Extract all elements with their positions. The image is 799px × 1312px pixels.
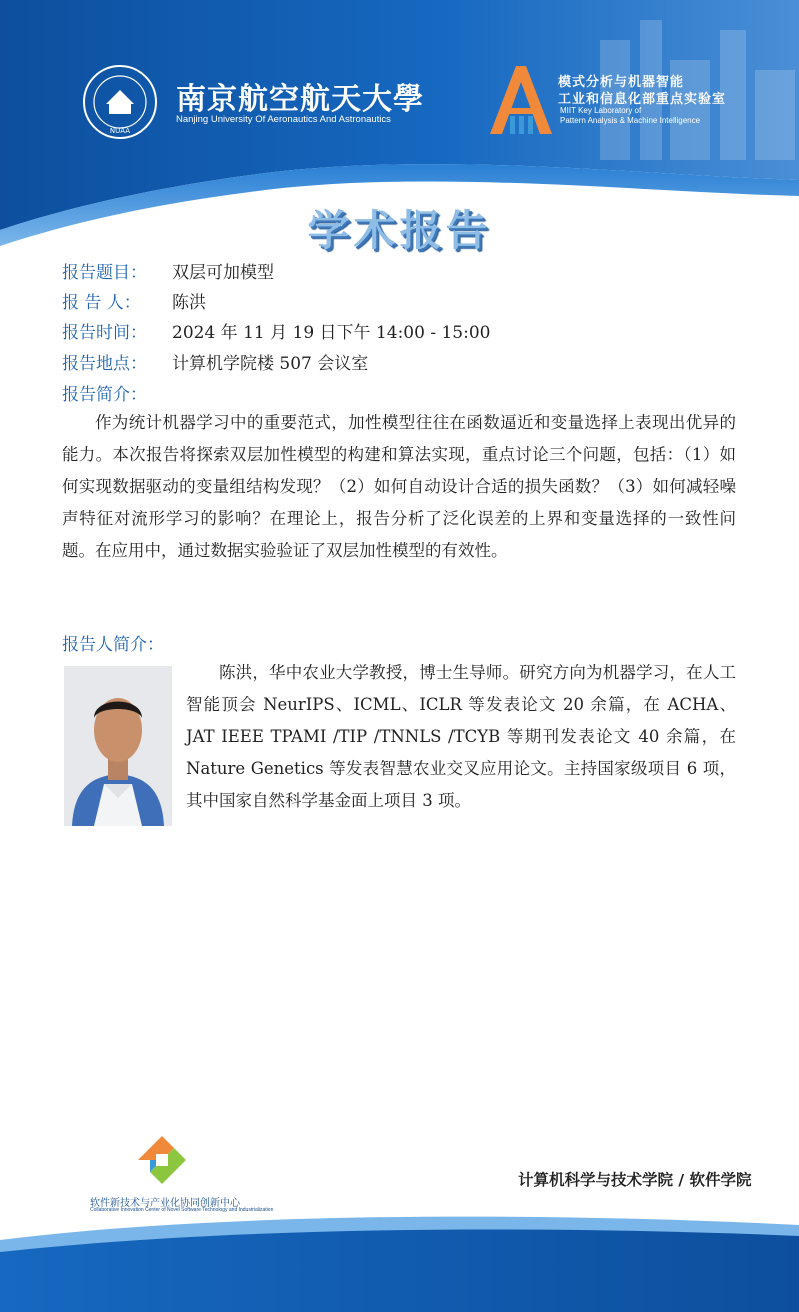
place-value: 计算机学院楼 507 会议室 — [172, 354, 369, 374]
speaker-label: 报 告 人： — [62, 293, 141, 313]
seal-year: 1952 — [112, 116, 128, 123]
lab-name-cn-1: 模式分析与机器智能 — [558, 75, 685, 90]
lab-name-en-2: Pattern Analysis & Machine Intelligence — [560, 116, 701, 125]
bio-label: 报告人简介： — [62, 635, 164, 655]
department-name: 计算机科学与技术学院 / 软件学院 — [518, 1171, 752, 1189]
lab-logo-icon — [486, 64, 556, 136]
place-label: 报告地点： — [62, 354, 147, 374]
topic-value: 双层可加模型 — [172, 263, 274, 283]
seal-abbr: NUAA — [109, 127, 131, 135]
speaker-value: 陈洪 — [172, 293, 206, 313]
lab-name-en-1: MIIT Key Laboratory of — [560, 106, 642, 115]
abstract-text: 作为统计机器学习中的重要范式，加性模型往往在函数逼近和变量选择上表现出优异的能力。本次报告将探索双层加性模型的构建和算法实现，重点讨论三个问题，包括：（1）如何实现数据驱动的变量组结构发现？（2）如何自动设计合适的损失函数？（3）如何减轻噪声特征对流形学习的影响？在理论上，报告分析了泛化误差的上界和变量选择的一致性问题。在应用中，通过数据实验验证了双层加性模型的有效性。 — [62, 413, 736, 560]
nuaa-seal-icon — [82, 64, 158, 140]
page-title: 学术报告 — [307, 206, 492, 255]
bio-text: 陈洪，华中农业大学教授，博士生导师。研究方向为机器学习，在人工智能顶会 NeurIPS、ICML、ICLR 等发表论文 20 余篇，在 ACHA、JAT IEEE TPAMI /TIP /TNNLS /TCYB 等期刊发表论文 40 余篇，在 Nature Genetics 等发表智慧农业交叉应用论文。主持国家级项目 6 项，其中国家自然科学基金面上项目 3 项。 — [186, 663, 736, 810]
time-value: 2024 年 11 月 19 日下午 14:00 - 15:00 — [172, 323, 491, 343]
lab-name-cn-2: 工业和信息化部重点实验室 — [558, 92, 727, 107]
coop-center-name-cn: 软件新技术与产业化协同创新中心 — [90, 1198, 240, 1209]
topic-label: 报告题目： — [62, 263, 147, 283]
abstract-label: 报告简介： — [62, 385, 147, 405]
time-label: 报告时间： — [62, 323, 147, 343]
speaker-photo — [64, 666, 172, 826]
university-name-cn: 南京航空航天大學 — [176, 82, 424, 117]
coop-center-name-en: Collaborative Innovation Center of Novel Software Technology and Industrialization — [90, 1207, 274, 1213]
coop-center-logo-icon — [134, 1132, 190, 1188]
university-name-en: Nanjing University Of Aeronautics And Astronautics — [176, 114, 391, 125]
